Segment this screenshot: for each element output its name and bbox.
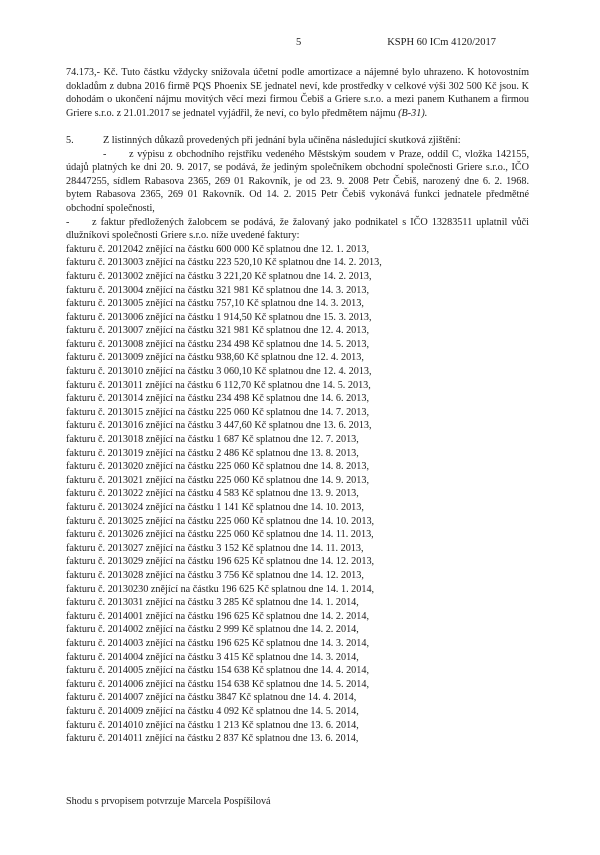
bullet-dash: - [66, 216, 70, 228]
invoice-item: fakturu č. 2013010 znějící na částku 3 060,10 Kč splatnou dne 12. 4. 2013, [66, 366, 372, 378]
invoice-item: fakturu č. 2013024 znějící na částku 1 141 Kč splatnou dne 14. 10. 2013, [66, 502, 364, 513]
invoice-item: fakturu č. 2014004 znějící na částku 3 415 Kč splatnou dne 14. 3. 2014, [66, 651, 359, 663]
invoice-item: fakturu č. 2013019 znějící na částku 2 486 Kč splatnou dne 13. 8. 2013, [66, 447, 359, 459]
invoice-item: fakturu č. 2013007 znějící na částku 321 981 Kč splatnou dne 12. 4. 2013, [66, 325, 370, 337]
invoice-item: fakturu č. 2014005 znějící na částku 154 638 Kč splatnou dne 14. 4. 2014, [66, 665, 370, 677]
invoice-item: fakturu č. 2013031 znějící na částku 3 285 Kč splatnou dne 14. 1. 2014, [66, 597, 359, 609]
page-number: 5 [296, 37, 302, 48]
invoice-item: fakturu č. 2013015 znějící na částku 225 060 Kč splatnou dne 14. 7. 2013, [66, 406, 370, 418]
invoice-item: fakturu č. 2013008 znějící na částku 234 498 Kč splatnou dne 14. 5. 2013, [66, 338, 370, 350]
document-body [66, 66, 529, 746]
bullet-dash: - [103, 148, 107, 160]
intro-reference: (B-31). [398, 107, 428, 119]
invoice-item: fakturu č. 2012042 znějící na částku 600 000 Kč splatnou dne 12. 1. 2013, [66, 243, 370, 255]
invoice-item: fakturu č. 2013003 znějící na částku 223 520,10 Kč splatnou dne 14. 2. 2013, [66, 257, 382, 269]
intro-paragraph [66, 66, 529, 120]
invoice-item: fakturu č. 2013025 znějící na částku 225 060 Kč splatnou dne 14. 10. 2013, [66, 515, 375, 527]
invoice-item: fakturu č. 20130230 znějící na částku 196 625 Kč splatnou dne 14. 1. 2014, [66, 583, 375, 595]
bullet-invoices [66, 216, 529, 243]
bullet-commercial-register-text: z výpisu z obchodního rejstříku vedeného Městským soudem v Praze, oddíl C, vložka 142155, údajů platných ke dni 20. 9. 2017, se podává, že jediným společníkem obchodní společnosti Griere s.r.o., IČO 28447255, sídlem Rabasova 2365, 269 01 Rakovník, je od 23. 9. 2008 Petr Čebiš, narozený dne 6. 2. 1968. bytem Rabasova 2365, 269 01 Rakovník. Od 14. 2. 2015 Petr Čebiš vykonává funkci jednatele předmětné obchodní společnosti, [66, 148, 529, 214]
invoice-item: fakturu č. 2013004 znějící na částku 321 981 Kč splatnou dne 14. 3. 2013, [66, 284, 370, 296]
paragraph-spacer [66, 120, 529, 134]
invoice-item: fakturu č. 2013002 znějící na částku 3 221,20 Kč splatnou dne 14. 2. 2013, [66, 270, 372, 282]
invoice-item: fakturu č. 2013021 znějící na částku 225 060 Kč splatnou dne 14. 9. 2013, [66, 474, 370, 486]
invoice-item: fakturu č. 2013022 znějící na částku 4 583 Kč splatnou dne 13. 9. 2013, [66, 488, 359, 500]
invoice-item: fakturu č. 2013005 znějící na částku 757,10 Kč splatnou dne 14. 3. 2013, [66, 298, 364, 310]
invoice-item: fakturu č. 2014011 znějící na částku 2 837 Kč splatnou dne 13. 6. 2014, [66, 733, 359, 745]
invoice-item: fakturu č. 2013029 znějící na částku 196 625 Kč splatnou dne 14. 12. 2013, [66, 556, 375, 568]
bullet-invoices-text: z faktur předložených žalobcem se podává, že žalovaný jako podnikatel s IČO 13283511 uplatnil vůči dlužníkovi společnosti Griere s.r.o. níže uvedené faktury: [66, 216, 529, 242]
invoice-item: fakturu č. 2013028 znějící na částku 3 756 Kč splatnou dne 14. 12. 2013, [66, 569, 364, 581]
invoice-item: fakturu č. 2014009 znějící na částku 4 092 Kč splatnou dne 14. 5. 2014, [66, 705, 359, 717]
invoice-list [66, 243, 529, 746]
invoice-item: fakturu č. 2014007 znějící na částku 3847 Kč splatnou dne 14. 4. 2014, [66, 692, 357, 704]
invoice-item: fakturu č. 2013018 znějící na částku 1 687 Kč splatnou dne 12. 7. 2013, [66, 434, 359, 446]
invoice-item: fakturu č. 2014002 znějící na částku 2 999 Kč splatnou dne 14. 2. 2014, [66, 624, 359, 636]
invoice-item: fakturu č. 2014010 znějící na částku 1 213 Kč splatnou dne 13. 6. 2014, [66, 719, 359, 731]
invoice-item: fakturu č. 2014003 znějící na částku 196 625 Kč splatnou dne 14. 3. 2014, [66, 637, 370, 649]
section-5-lead [66, 134, 529, 148]
invoice-item: fakturu č. 2013026 znějící na částku 225 060 Kč splatnou dne 14. 11. 2013, [66, 529, 374, 541]
invoice-item: fakturu č. 2013014 znějící na částku 234 498 Kč splatnou dne 14. 6. 2013, [66, 393, 370, 405]
invoice-item: fakturu č. 2014001 znějící na částku 196 625 Kč splatnou dne 14. 2. 2014, [66, 610, 370, 622]
case-reference: KSPH 60 ICm 4120/2017 [387, 37, 496, 48]
invoice-item: fakturu č. 2013009 znějící na částku 938,60 Kč splatnou dne 12. 4. 2013, [66, 352, 364, 364]
invoice-item: fakturu č. 2013006 znějící na částku 1 914,50 Kč splatnou dne 15. 3. 2013, [66, 311, 372, 323]
invoice-item: fakturu č. 2013016 znějící na částku 3 447,60 Kč splatnou dne 13. 6. 2013, [66, 420, 372, 432]
invoice-item: fakturu č. 2013020 znějící na částku 225 060 Kč splatnou dne 14. 8. 2013, [66, 461, 370, 473]
invoice-item: fakturu č. 2013027 znějící na částku 3 152 Kč splatnou dne 14. 11. 2013, [66, 542, 364, 554]
invoice-item: fakturu č. 2013011 znějící na částku 6 112,70 Kč splatnou dne 14. 5. 2013, [66, 379, 371, 391]
section-lead-text: Z listinných důkazů provedených při jednání byla učiněna následující skutková zjištění: [103, 134, 461, 146]
certification-line: Shodu s prvopisem potvrzuje Marcela Pospíšilová [66, 796, 271, 807]
section-number: 5. [66, 134, 74, 146]
invoice-item: fakturu č. 2014006 znějící na částku 154 638 Kč splatnou dne 14. 5. 2014, [66, 678, 370, 690]
intro-text: 74.173,- Kč. Tuto částku vždycky snižovala účetní podle amortizace a nájemné bylo uhrazeno. K hotovostním dokladům z dubna 2016 firmě PQS Phoenix SE jednatel neví, kde prostředky v celkové výši 302 500 Kč jsou. K dohodám o ukončení nájmu movitých věcí mezi firmou Čebiš a Griere s.r.o. a mezi panem Kuthanem a firmou Griere s.r.o. z 21.01.2017 se jednatel vyjádřil, že neví, co bylo předmětem nájmu [66, 67, 529, 119]
bullet-commercial-register [66, 148, 529, 216]
